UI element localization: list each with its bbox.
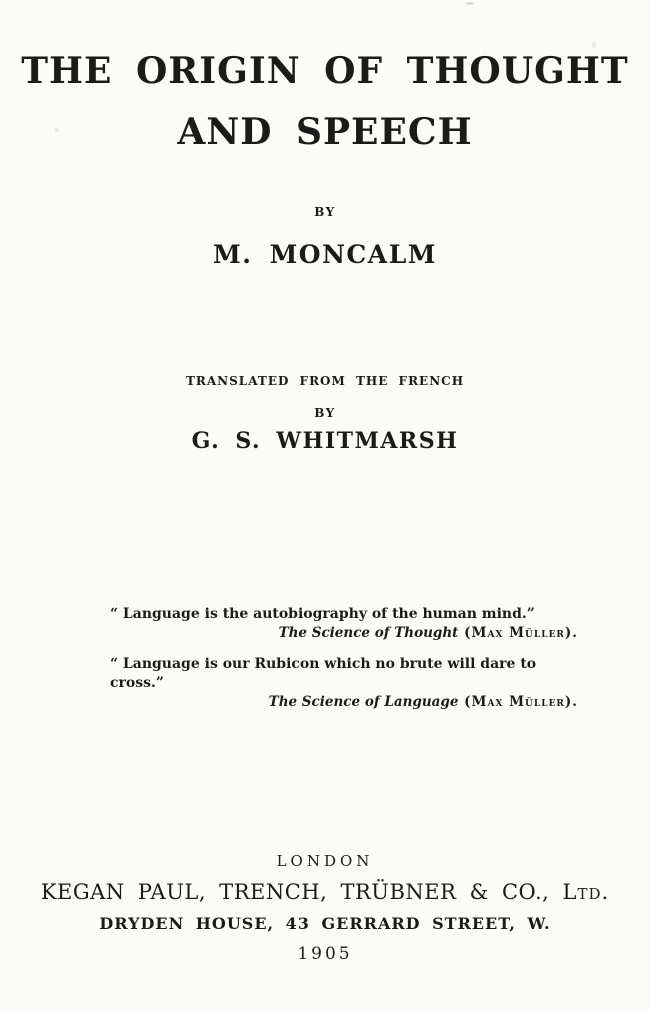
epigraph-2-source-title: The Science of Language — [268, 694, 459, 710]
book-title-line2: AND SPEECH — [177, 111, 473, 153]
epigraph-1-source-title: The Science of Thought — [278, 625, 459, 641]
author-name: M. MONCALM — [213, 240, 437, 269]
epigraph-2 — [110, 655, 578, 712]
epigraph-2-source-author: (Max Müller). — [458, 694, 578, 710]
epigraph-1-quote: “ Language is the autobiography of the human mind.” — [110, 606, 535, 622]
book-title-line1: THE ORIGIN OF THOUGHT — [21, 50, 629, 92]
epigraph-1-source-author: (Max Müller). — [458, 625, 578, 641]
scan-artifact — [466, 2, 474, 5]
imprint-year: 1905 — [297, 944, 353, 964]
translator-name: G. S. WHITMARSH — [191, 428, 459, 454]
scan-artifact — [592, 42, 596, 48]
imprint-city: LONDON — [276, 852, 374, 870]
epigraph-2-source — [110, 693, 578, 712]
epigraph-1 — [110, 605, 578, 643]
translation-notice: TRANSLATED FROM THE FRENCH — [185, 374, 465, 388]
imprint-publisher — [0, 880, 650, 904]
byline-label: BY — [314, 205, 336, 219]
translation-by-label: BY — [314, 406, 336, 420]
epigraph-1-source — [110, 624, 578, 643]
imprint-address: DRYDEN HOUSE, 43 GERRARD STREET, W. — [99, 914, 551, 933]
imprint-publisher-suffix: Ltd. — [562, 880, 610, 904]
imprint-publisher-main: KEGAN PAUL, TRENCH, TRÜBNER & CO., — [40, 880, 563, 904]
epigraph-2-quote: “ Language is our Rubicon which no brute will dare to cross.” — [110, 656, 537, 691]
epigraph-block — [110, 605, 578, 724]
